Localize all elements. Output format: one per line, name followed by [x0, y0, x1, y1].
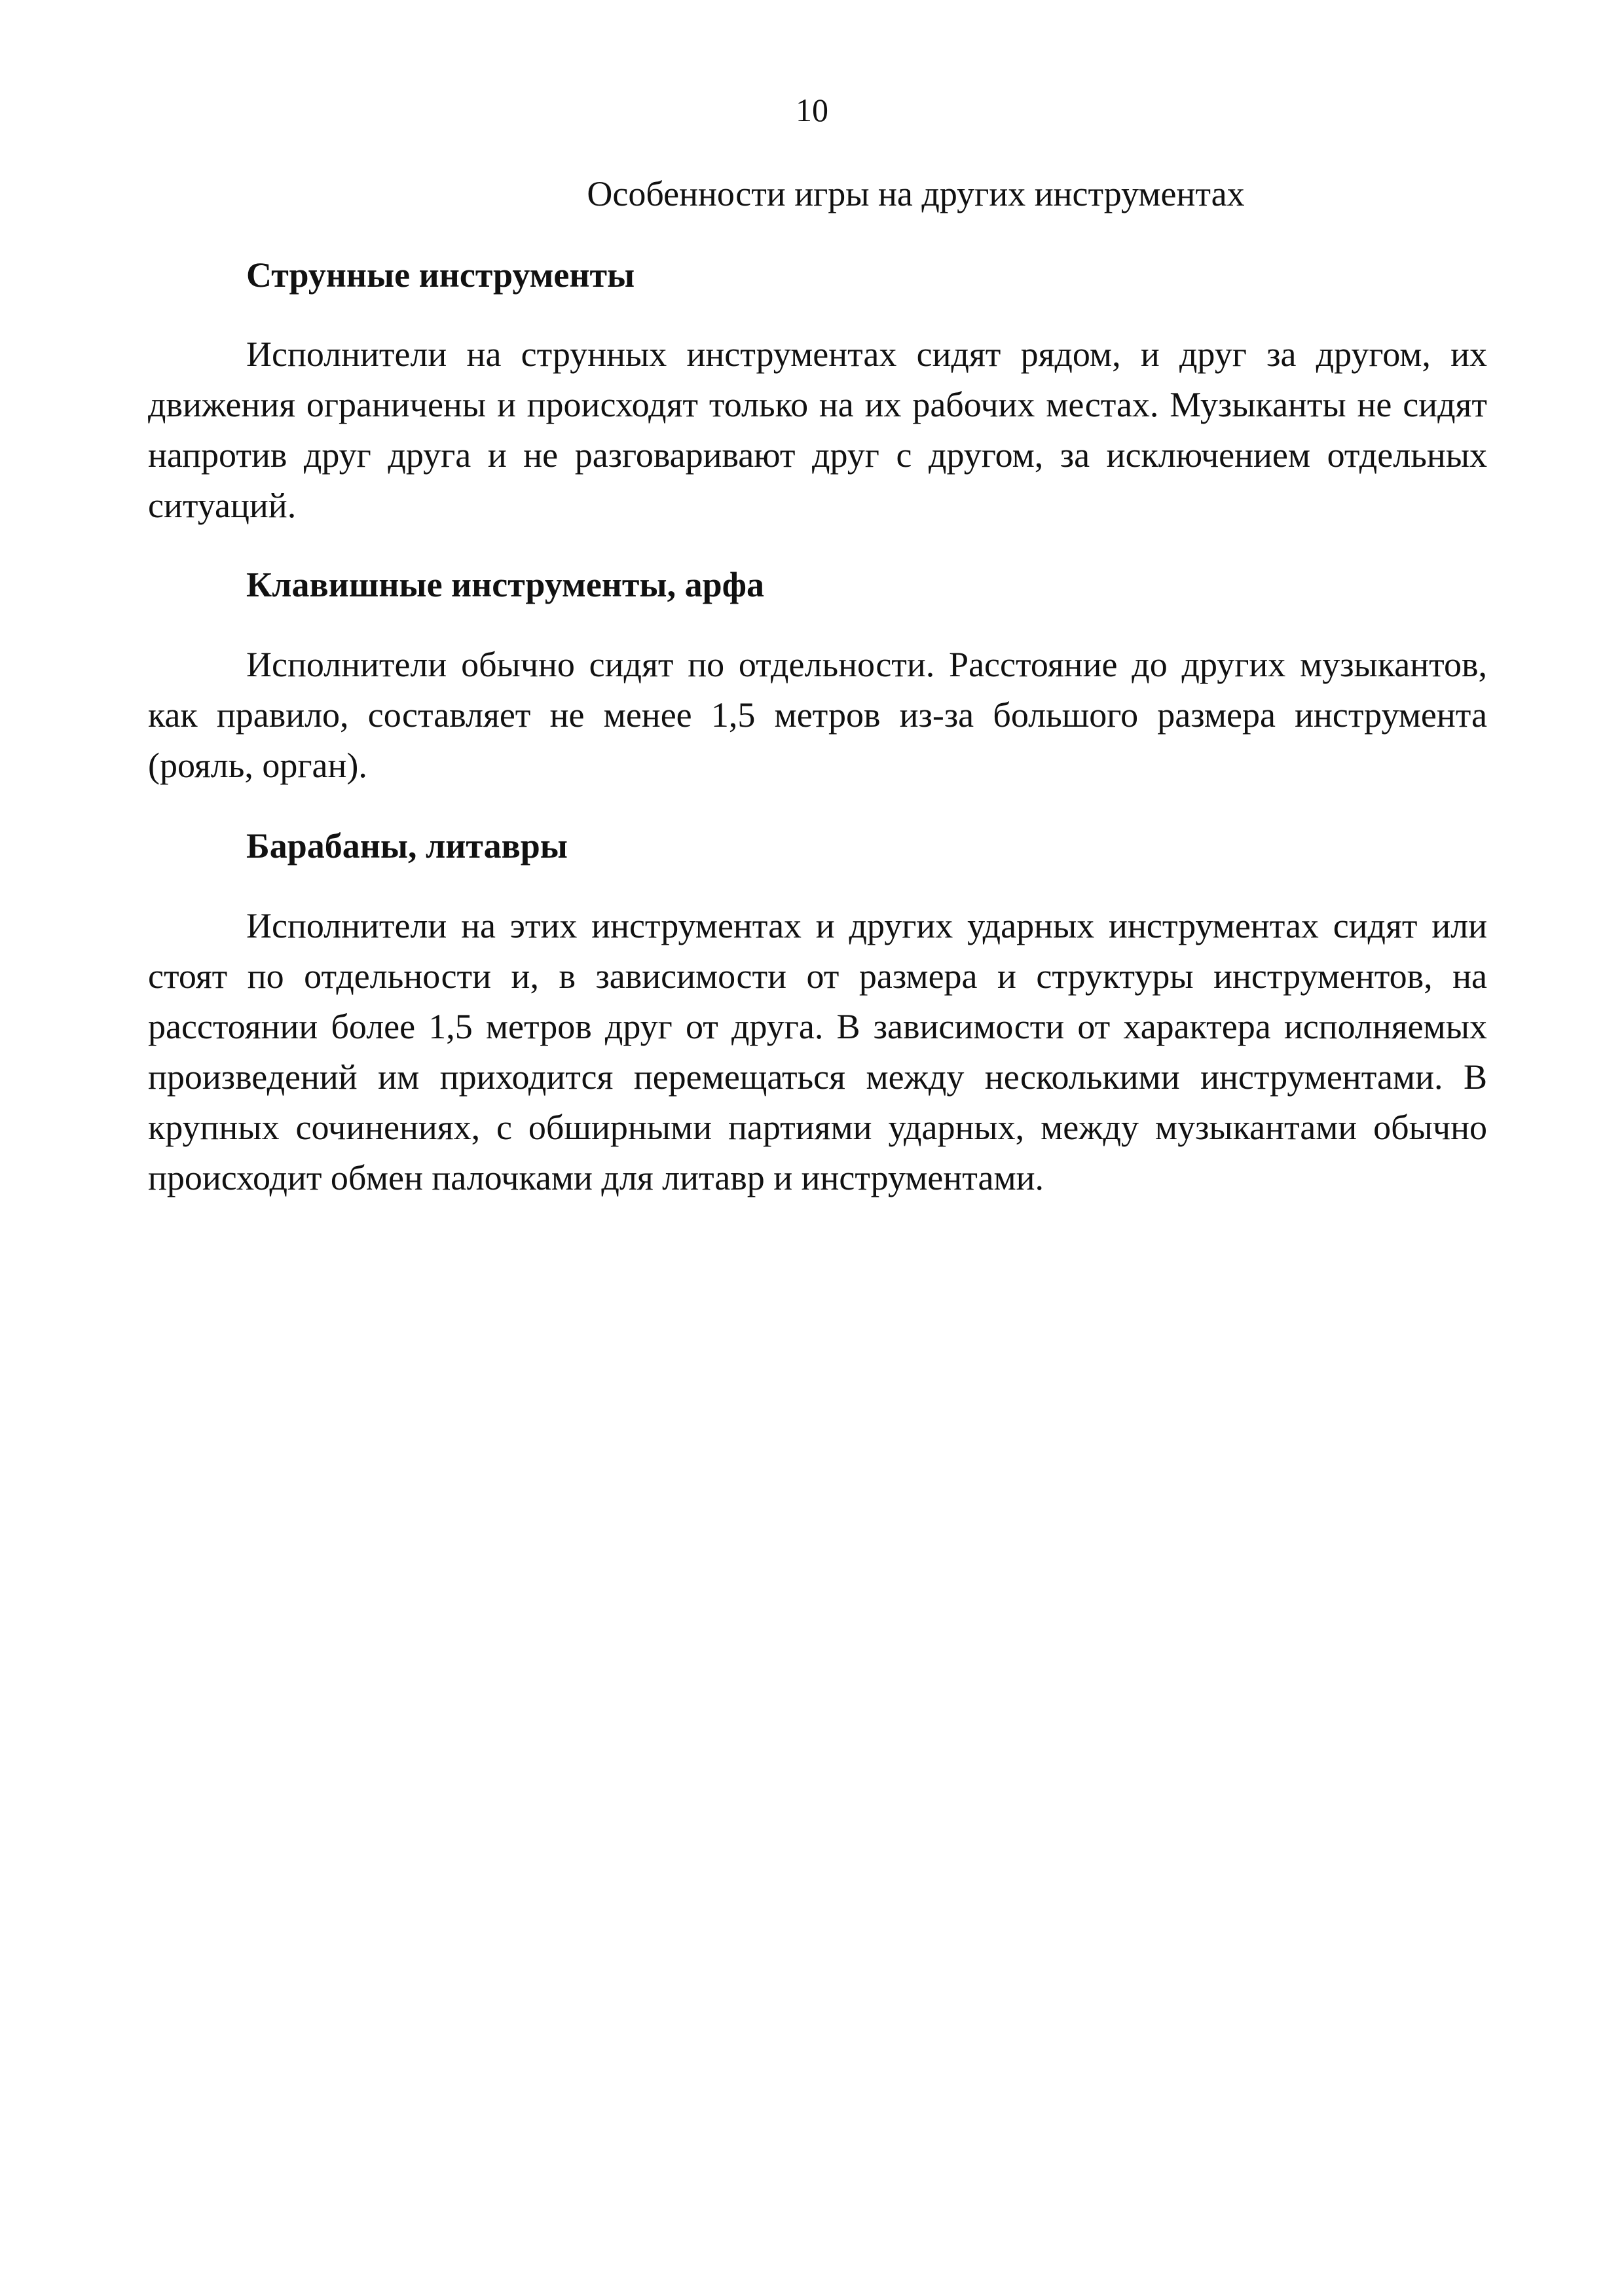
document-body: [148, 168, 1487, 1203]
paragraph-strings: Исполнители на струнных инструментах сидят рядом, и друг за другом, их движения ограничены и происходят только на их рабочих местах. Музыканты не сидят напротив друг друга и не разговаривают друг с другом, за исключением отдельных ситуаций.: [148, 335, 1487, 525]
heading-keyboards-harp: Клавишные инструменты, арфа: [246, 565, 764, 604]
heading-strings: Струнные инструменты: [246, 255, 635, 295]
heading-drums-timpani: Барабаны, литавры: [246, 826, 568, 866]
paragraph-keyboards-harp: Исполнители обычно сидят по отдельности. Расстояние до других музыкантов, как правило, составляет не менее 1,5 метров из-за большого размера инструмента (рояль, орган).: [148, 645, 1487, 785]
paragraph-drums-timpani: Исполнители на этих инструментах и других ударных инструментах сидят или стоят по отдельности и, в зависимости от размера и структуры инструментов, на расстоянии более 1,5 метров друг от друга. В зависимости от характера исполняемых произведений им приходится перемещаться между несколькими инструментами. В крупных сочинениях, с обширными партиями ударных, между музыкантами обычно происходит обмен палочками для литавр и инструментами.: [148, 906, 1487, 1197]
page-number: 10: [796, 92, 828, 128]
section-title: Особенности игры на других инструментах: [587, 174, 1245, 213]
